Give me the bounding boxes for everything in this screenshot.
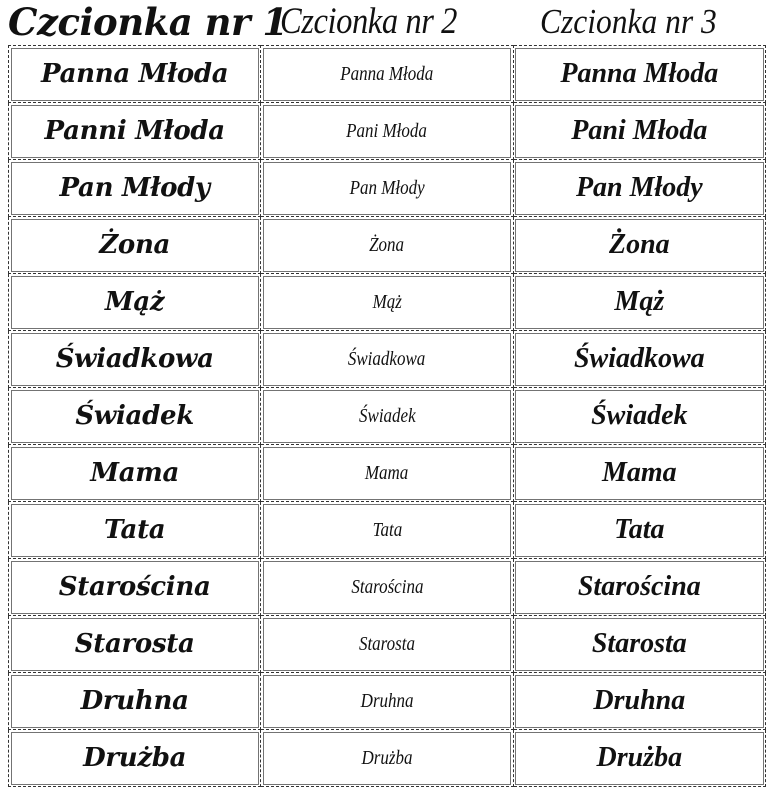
label-text: Druhna: [360, 689, 414, 712]
label-cell: [9, 673, 261, 730]
label-text: Starosta: [74, 629, 195, 659]
label-text: Drużba: [83, 743, 187, 773]
table-row: [9, 559, 766, 616]
table-row: [9, 217, 766, 274]
label-cell: [9, 160, 261, 217]
table-row: [9, 502, 766, 559]
label-text: Mama: [90, 458, 180, 488]
font-headers: [0, 0, 775, 44]
label-text: Druhna: [593, 685, 686, 716]
label-text: Świadkowa: [348, 347, 426, 370]
label-text: Mama: [365, 461, 409, 484]
label-text: Świadkowa: [573, 343, 705, 374]
label-cell: [261, 217, 513, 274]
label-text: Świadek: [591, 400, 688, 431]
label-cell: [9, 730, 261, 787]
label-cell: [9, 616, 261, 673]
label-text: Tata: [614, 514, 665, 545]
label-text: Druhna: [80, 686, 189, 716]
label-text: Tata: [103, 515, 166, 545]
label-text: Panni Młoda: [44, 116, 225, 146]
label-cell: [261, 331, 513, 388]
label-cell: [513, 103, 765, 160]
label-text: Panna Młoda: [340, 62, 434, 85]
label-text: Tata: [372, 518, 402, 541]
table-row: [9, 331, 766, 388]
table-row: [9, 274, 766, 331]
label-text: Pan Młody: [575, 172, 703, 203]
label-text: Mąż: [104, 287, 165, 317]
label-cell: [261, 673, 513, 730]
table-row: [9, 730, 766, 787]
label-text: Pani Młoda: [346, 119, 428, 142]
label-cell: [9, 103, 261, 160]
label-cell: [513, 559, 765, 616]
label-cell: [261, 46, 513, 103]
label-cell: [513, 274, 765, 331]
label-text: Starosta: [591, 628, 687, 659]
label-cell: [261, 160, 513, 217]
label-text: Starościna: [350, 575, 424, 598]
label-cell: [261, 730, 513, 787]
table-row: [9, 673, 766, 730]
label-cell: [513, 616, 765, 673]
label-text: Żona: [369, 233, 405, 256]
label-text: Pan Młody: [349, 176, 425, 199]
label-cell: [9, 502, 261, 559]
label-cell: [513, 160, 765, 217]
label-text: Drużba: [361, 746, 413, 769]
header-font-3: Czcionka nr 3: [540, 2, 717, 41]
label-text: Mąż: [372, 290, 402, 313]
label-cell: [513, 388, 765, 445]
label-cell: [261, 616, 513, 673]
label-cell: [261, 445, 513, 502]
label-cell: [513, 502, 765, 559]
label-cell: [513, 673, 765, 730]
label-text: Drużba: [596, 742, 683, 773]
label-cell: [261, 388, 513, 445]
label-cell: [513, 46, 765, 103]
header-font-2: Czcionka nr 2: [280, 1, 457, 42]
table-row: [9, 160, 766, 217]
label-text: Panna Młoda: [41, 59, 229, 89]
table-row: [9, 616, 766, 673]
label-text: Starościna: [577, 571, 701, 602]
label-text: Panna Młoda: [560, 58, 719, 89]
label-cell: [513, 217, 765, 274]
label-cell: [9, 388, 261, 445]
label-cell: [261, 559, 513, 616]
label-text: Starosta: [358, 632, 416, 655]
label-cell: [9, 445, 261, 502]
label-text: Mama: [601, 457, 677, 488]
label-text: Żona: [608, 229, 670, 260]
table-row: [9, 103, 766, 160]
label-text: Starościna: [58, 572, 211, 602]
label-cell: [261, 502, 513, 559]
label-text: Mąż: [614, 286, 665, 317]
labels-table: [8, 45, 766, 787]
label-cell: [513, 445, 765, 502]
label-cell: [261, 274, 513, 331]
label-cell: [9, 331, 261, 388]
label-cell: [9, 274, 261, 331]
table-row: [9, 46, 766, 103]
label-cell: [261, 103, 513, 160]
label-text: Pan Młody: [59, 173, 210, 203]
table-row: [9, 388, 766, 445]
label-cell: [9, 559, 261, 616]
label-text: Żona: [99, 230, 171, 260]
label-text: Świadkowa: [55, 344, 214, 374]
label-cell: [9, 46, 261, 103]
header-font-1: Czcionka nr 1: [8, 0, 288, 44]
label-cell: [9, 217, 261, 274]
label-text: Świadek: [75, 401, 194, 431]
label-cell: [513, 730, 765, 787]
label-text: Świadek: [358, 404, 416, 427]
label-cell: [513, 331, 765, 388]
label-text: Pani Młoda: [571, 115, 708, 146]
table-row: [9, 445, 766, 502]
